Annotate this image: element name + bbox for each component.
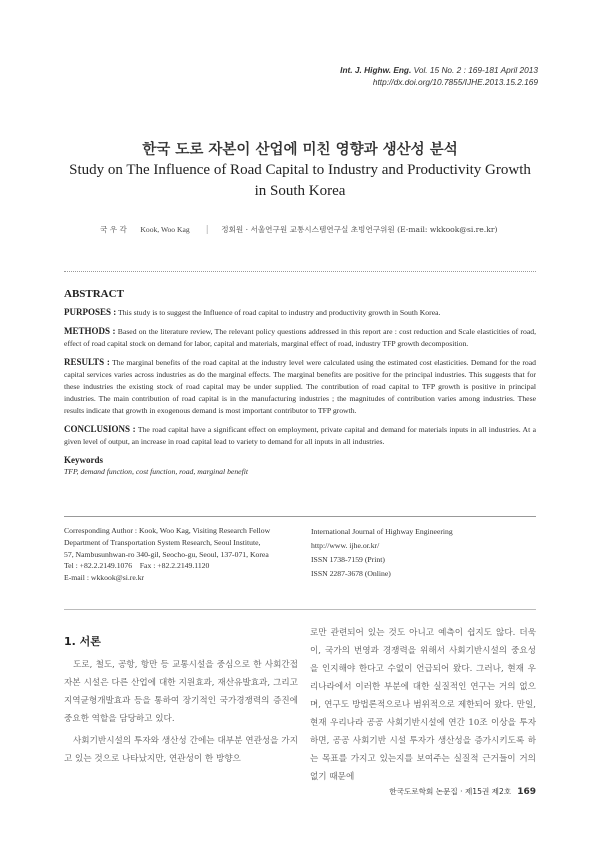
journal-info — [311, 525, 536, 581]
corr-line-4: Tel : +82.2.2149.1076 Fax : +82.2.2149.1120 — [64, 561, 210, 571]
divider-dotted — [64, 271, 536, 272]
corr-line-1: Corresponding Author : Kook, Woo Kag, Visiting Research Fellow — [64, 526, 271, 535]
author-separator: │ — [204, 225, 210, 234]
author-name-english: Kook, Woo Kag — [140, 225, 190, 234]
conclusions-label: CONCLUSIONS : — [64, 424, 136, 434]
methods-label: METHODS : — [64, 326, 116, 336]
corr-line-2: Department of Transportation System Research, Seoul Institute, — [64, 537, 261, 547]
issn-online: ISSN 2287-3678 (Online) — [311, 569, 391, 578]
corr-line-3: 57, Nambusunhwan-ro 340-gil, Seocho-gu, Seoul, 137-071, Korea — [64, 549, 269, 559]
abstract-purposes — [64, 306, 536, 319]
journal-abbrev: Int. J. Highw. Eng. — [340, 65, 412, 75]
title-english-line1: Study on The Influence of Road Capital to Industry and Productivity Growth — [69, 162, 531, 178]
journal-volume: Vol. 15 No. 2 : 169-181 April 2013 — [411, 65, 538, 75]
divider-rule-2 — [64, 609, 536, 610]
footer-journal: 한국도로학회 논문집 · 제15권 제2호 — [389, 787, 512, 796]
page-footer — [389, 786, 536, 797]
author-affiliation: 정회원 · 서울연구원 교통시스템연구실 초빙연구위원 (E-mail: wkkook@si.re.kr) — [221, 225, 498, 234]
title-korean: 한국 도로 자본이 산업에 미친 영향과 생산성 분석 — [142, 142, 458, 158]
corr-line-5: E-mail : wkkook@si.re.kr — [64, 573, 145, 583]
purposes-label: PURPOSES : — [64, 307, 117, 317]
page-number: 169 — [517, 787, 536, 797]
doi-link[interactable]: http://dx.doi.org/10.7855/IJHE.2013.15.2.169 — [372, 77, 538, 87]
purposes-text: This study is to suggest the Influence of road capital to industry and productivity growth in South Korea. — [116, 308, 441, 317]
section-title: 1. 서론 — [64, 635, 101, 648]
results-label: RESULTS : — [64, 357, 110, 367]
divider-rule — [64, 516, 536, 517]
conclusions-text: The road capital have a significant effect on employment, private capital and demand for materials inputs in all industries. At a given level of output, an increase in road capital lead to variety to demand for all inputs in all industries. — [64, 425, 536, 446]
author-row — [100, 224, 497, 235]
abstract-heading: ABSTRACT — [64, 288, 124, 300]
abstract-results — [64, 356, 536, 417]
abstract-methods — [64, 325, 536, 350]
title-english-line2: in South Korea — [254, 183, 346, 199]
author-name-korean: 국 우 각 — [100, 225, 127, 234]
results-text: The marginal benefits of the road capital at the industry level were calculated using the estimated cost elasticities. Demand for the road capital services varies across industries as do the marginal effects. The marginal benefits are positive for the principal industries. This suggests that for these industries the existing stock of road capital may be under supplied. The contribution of road capital to TFP growth is positive in principal industries. The main contribution of road capital is in the manufacturing industries ; the magnitudes of contribution varies among industries. These results indicate that growth in exogenous demand is most important contributor to TFP growth. — [64, 358, 536, 415]
body-column-right — [310, 624, 536, 786]
abstract — [64, 288, 536, 478]
title-english — [0, 160, 600, 202]
body-paragraph: 로만 관련되어 있는 것도 아니고 예측이 쉽지도 않다. 더욱이, 국가의 번영과 경쟁력을 위해서 사회기반시설의 중요성을 인지해야 한다고 수없이 언급되어 왔다. 그러나, 현재 우리나라에서 이러한 부분에 대한 실질적인 연구는 거의 없으며, 연구도 방법론적으로나 범위적으로 제한되어 왔다. 만일, 현재 우리나라 공공 사회기반시설에 연간 10조 이상을 투자하면, 공공 사회기반 시설 투자가 생산성을 증가시키도록 하는 목표를 가지고 있는지를 보여주는 실질적 근거들이 거의 없기 때문에 — [310, 628, 536, 782]
body-column-left — [64, 656, 298, 768]
methods-text: Based on the literature review, The relevant policy questions addressed in this report are : cost reduction and Scale elasticities of road, effect of road capital stock on demand for labor, capital and materials, marginal effect of road, industry TFP growth decomposition. — [64, 327, 536, 348]
keywords-heading: Keywords — [64, 455, 103, 465]
body-paragraph: 사회기반시설의 투자와 생산성 간에는 대부분 연관성을 가지고 있는 것으로 나타났지만, 연관성이 한 방향으 — [64, 736, 298, 764]
abstract-conclusions — [64, 423, 536, 448]
issn-print: ISSN 1738-7159 (Print) — [311, 555, 385, 564]
corresponding-author — [64, 525, 299, 584]
journal-name: International Journal of Highway Engineering — [311, 527, 453, 536]
journal-url[interactable]: http://www. ijhe.or.kr/ — [311, 541, 380, 550]
keywords-list: TFP, demand function, cost function, road, marginal benefit — [64, 467, 248, 476]
body-paragraph: 도로, 철도, 공항, 항만 등 교통시설을 중심으로 한 사회간접자본 시설은 다른 산업에 대한 지원효과, 재산유발효과, 그리고 지역균형개발효과 등을 통하여 장기적인 국가경쟁력의 증진에 중요한 역할을 담당하고 있다. — [64, 660, 298, 724]
journal-citation — [340, 64, 538, 88]
